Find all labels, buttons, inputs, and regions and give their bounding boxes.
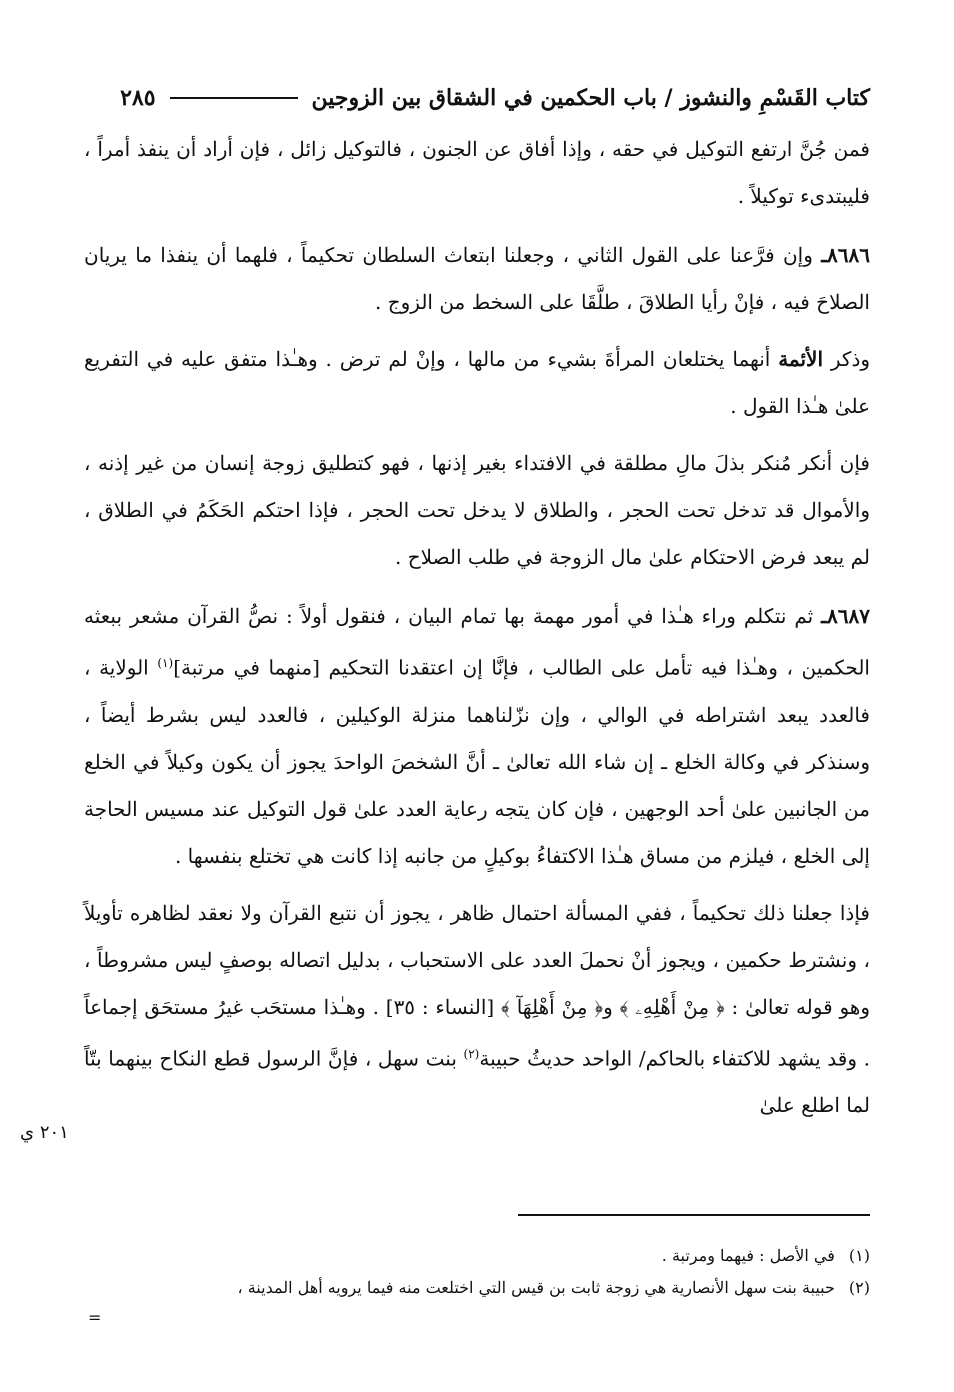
paragraph-text: أنهما يختلعان المرأةَ بشيء من مالها ، وإنْ لم ترض . وهـٰذا متفق عليه في التفريع علىٰ هـٰذا القول . <box>84 347 870 418</box>
paragraph-text: فإن أنكر مُنكر بذلَ مالِ مطلقة في الافتداء بغير إذنها ، فهو كتطليق زوجة إنسان من غير إذنه ، والأموال قد تدخل تحت الحجر ، والطلاق لا يدخل تحت الحجر ، فإذا احتكم الحَكَمُ في الطلاق ، لم يبعد فرض الاحتكام علىٰ مال الزوجة في طلب الصلاح . <box>84 451 870 569</box>
footnote-ref-2[interactable]: (٢) <box>463 1046 480 1061</box>
chapter-title: كتاب القَسْمِ والنشوز / باب الحكمين في الشقاق بين الزوجين <box>311 85 870 111</box>
footnote-divider <box>518 1214 870 1216</box>
footnote-text: في الأصل : فيهما ومرتبة . <box>661 1246 835 1265</box>
paragraph-text-after: الولاية ، فالعدد يبعد اشتراطه في الوالي ، وإن نزّلناهما منزلة الوكيلين ، فالعدد ليس بشرط أيضاً ، وسنذكر في وكالة الخلع ـ إن شاء الله تعالىٰ ـ أنَّ الشخصَ الواحدَ يجوز أن يكون وكيلاً في الخلع من الجانبين علىٰ أحد الوجهين ، فإن كان يتجه رعاية العدد علىٰ قول التوكيل عند مسيس الحاجة إلى الخلع ، فيلزم من مساق هـٰذا الاكتفاءُ بوكيلٍ من جانبه إذا كانت هي تختلع بنفسها . <box>84 655 870 868</box>
paragraph-text: وإن فرَّعنا على القول الثاني ، وجعلنا ابتعاث السلطان تحكيماً ، فلهما أن ينفذا ما يريان الصلاحَ فيه ، فإنْ رأيا الطلاقَ ، طلَّقَا على السخط من الزوج . <box>84 243 870 314</box>
footnotes <box>84 1240 870 1304</box>
footnote-2 <box>84 1272 870 1304</box>
footnote-number: (٢) <box>848 1278 870 1297</box>
continuation-mark: = <box>88 1308 102 1327</box>
paragraph-text-before: ثم نتكلم وراء هـٰذا في أمور مهمة بها تمام البيان ، فنقول أولاً : نصُّ القرآن مشعر ببعثه الحكمين ، وهـٰذا فيه تأمل على الطالب ، فإنَّا إن اعتقدنا التحكيم [منهما في مرتبة] <box>84 604 870 680</box>
paragraph-text: فمن جُنَّ ارتفع التوكيل في حقه ، وإذا أفاق عن الجنون ، فالتوكيل زائل ، فإن أراد أن ينفذ أمراً ، فليبتدىء توكيلاً . <box>84 137 870 208</box>
footnote-number: (١) <box>848 1246 870 1265</box>
running-head <box>84 78 870 118</box>
footnote-text: حبيبة بنت سهل الأنصارية هي زوجة ثابت بن قيس التي اختلعت منه فيما يرويه أهل المدينة ، <box>237 1278 835 1297</box>
body-text <box>84 126 870 1139</box>
paragraph-text-after: بنت سهل ، فإنَّ الرسول قطع النكاح بينهما بتّاً لما اطلع علىٰ <box>84 1046 870 1118</box>
paragraph-6 <box>84 890 870 1130</box>
bold-term: الأئمة <box>778 347 824 371</box>
paragraph-number: ٨٦٨٧ـ <box>821 604 870 628</box>
paragraph-text-before: فإذا جعلنا ذلك تحكيماً ، ففي المسألة احتمال ظاهر ، يجوز أن نتبع القرآن ولا نعقد لظاهره تأويلاً ، ونشترط حكمين ، ويجوز أنْ نحملَ العدد على الاستحباب ، بدليل اتصاله بوصفٍ ليس مشروطاً ، وهو قوله تعالىٰ : ﴿ مِنْ أَهْلِهِۦ ﴾ و﴿ مِنْ أَهْلِهَآ ﴾ [النساء : ٣٥] . وهـٰذا مستحَب غيرُ مستحَق إجماعاً . وقد يشهد للاكتفاء بالحاكم/ الواحد حديثُ حبيبة <box>84 900 870 1071</box>
paragraph-1 <box>84 126 870 220</box>
paragraph-8687 <box>84 593 870 880</box>
footnote-ref-1[interactable]: (١) <box>157 656 174 670</box>
paragraph-3 <box>84 336 870 430</box>
paragraph-8686 <box>84 232 870 326</box>
manuscript-folio-note: ٢٠١ ي <box>20 1122 69 1143</box>
paragraph-lead: وذكر <box>830 347 871 371</box>
footnote-1 <box>84 1240 870 1272</box>
header-rule <box>170 97 298 99</box>
paragraph-number: ٨٦٨٦ـ <box>821 243 871 267</box>
page-number: ٢٨٥ <box>120 85 156 111</box>
paragraph-4 <box>84 440 870 581</box>
